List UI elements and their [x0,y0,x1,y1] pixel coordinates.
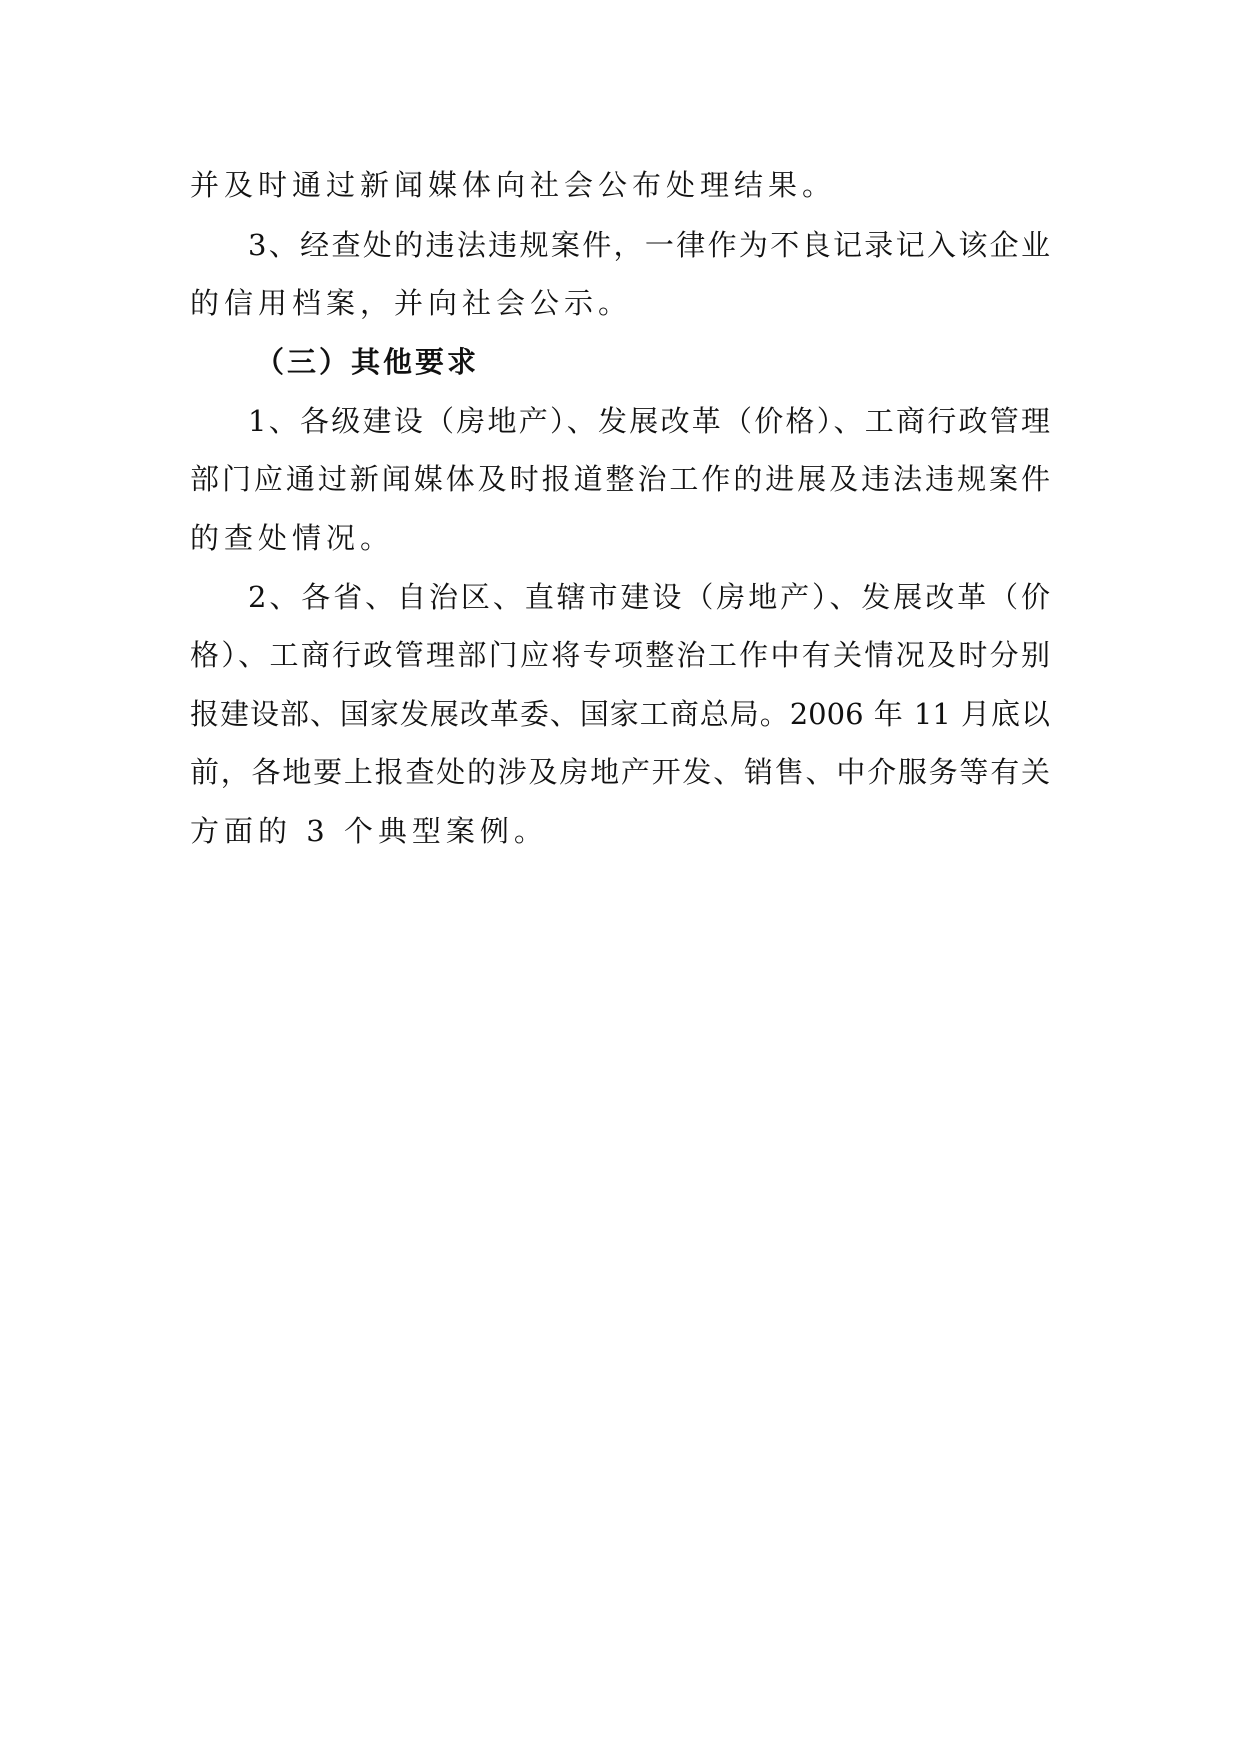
paragraph-3-line-2: 部门应通过新闻媒体及时报道整治工作的进展及违法违规案件 [190,462,1050,496]
paragraph-4-line-2: 格）、工商行政管理部门应将专项整治工作中有关情况及时分别 [190,638,1050,672]
section-heading: （三）其他要求 [255,345,480,379]
paragraph-4-line-1: 2、各省、自治区、直辖市建设（房地产）、发展改革（价 [248,580,1050,614]
paragraph-4-line-5: 方面的 3 个典型案例。 [190,814,548,848]
paragraph-4-line-3: 报建设部、国家发展改革委、国家工商总局。2006 年 11 月底以 [190,697,1050,731]
paragraph-2-line-1: 3、经查处的违法违规案件，一律作为不良记录记入该企业 [248,228,1050,262]
paragraph-3-line-1: 1、各级建设（房地产）、发展改革（价格）、工商行政管理 [248,404,1050,438]
paragraph-4-line-4: 前，各地要上报查处的涉及房地产开发、销售、中介服务等有关 [190,755,1050,789]
paragraph-2-line-2: 的信用档案，并向社会公示。 [190,286,633,320]
paragraph-3-line-3: 的查处情况。 [190,521,395,555]
paragraph-1-line-1: 并及时通过新闻媒体向社会公布处理结果。 [190,168,837,202]
